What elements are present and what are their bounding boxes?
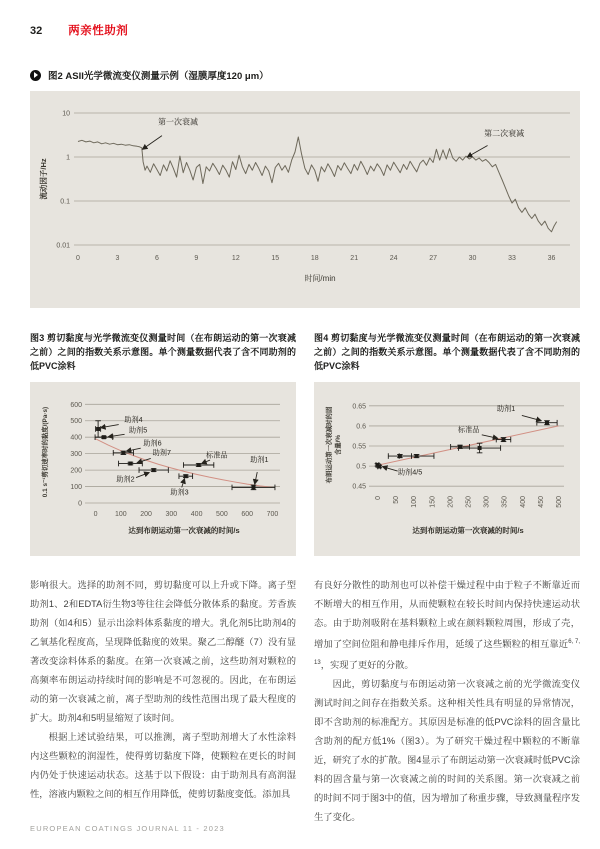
svg-text:200: 200 bbox=[70, 467, 82, 475]
svg-text:0.55: 0.55 bbox=[352, 443, 366, 451]
svg-text:21: 21 bbox=[350, 255, 359, 262]
svg-text:0: 0 bbox=[76, 255, 80, 262]
page-footer: EUROPEAN COATINGS JOURNAL 11 - 2023 bbox=[30, 824, 225, 833]
svg-text:27: 27 bbox=[429, 255, 438, 262]
data-point bbox=[96, 427, 100, 431]
flow-factor-series bbox=[78, 137, 557, 232]
data-point bbox=[415, 454, 419, 458]
chart-annotation: 标准品 bbox=[206, 450, 228, 460]
svg-text:500: 500 bbox=[70, 418, 82, 426]
page-header bbox=[30, 22, 570, 38]
fig2-line-chart bbox=[34, 99, 574, 299]
svg-text:达到布朗运动第一次衰减的时间/s: 达到布朗运动第一次衰减的时间/s bbox=[128, 525, 240, 535]
chart-annotation: 第一次衰减 bbox=[157, 117, 198, 127]
chart-annotation: 助剂1 bbox=[496, 403, 516, 413]
svg-text:33: 33 bbox=[508, 255, 516, 262]
svg-text:0: 0 bbox=[78, 500, 82, 508]
svg-text:600: 600 bbox=[241, 510, 254, 518]
body-column-right bbox=[314, 576, 580, 827]
data-point bbox=[377, 464, 381, 468]
data-point bbox=[128, 461, 132, 465]
chart-annotation: 标准品 bbox=[457, 424, 480, 434]
svg-text:0.1: 0.1 bbox=[60, 198, 70, 206]
svg-text:100: 100 bbox=[411, 495, 419, 508]
data-point bbox=[121, 451, 125, 455]
svg-text:0.45: 0.45 bbox=[352, 483, 366, 491]
svg-text:300: 300 bbox=[483, 495, 491, 508]
svg-text:400: 400 bbox=[519, 495, 527, 508]
svg-text:时间/min: 时间/min bbox=[304, 274, 336, 283]
chart-annotation: 助剂2 bbox=[116, 474, 135, 484]
svg-text:0: 0 bbox=[374, 495, 382, 500]
svg-text:0.6: 0.6 bbox=[356, 423, 366, 431]
svg-text:0.01: 0.01 bbox=[56, 242, 70, 250]
svg-text:3: 3 bbox=[115, 255, 120, 262]
fig4-caption: 图4 剪切黏度与光学微流变仪测量时间（在布朗运动的第一次衰减之前）之间的指数关系示意图。单个测量数据代表了含不同助剂的低PVC涂料 bbox=[314, 333, 580, 371]
svg-text:200: 200 bbox=[140, 510, 152, 518]
body-column-left bbox=[30, 576, 296, 827]
svg-text:100: 100 bbox=[114, 510, 127, 518]
chart-annotation: 助剂7 bbox=[152, 447, 171, 457]
svg-text:300: 300 bbox=[165, 510, 178, 518]
svg-text:36: 36 bbox=[547, 255, 556, 262]
fig2-chart-panel bbox=[30, 91, 580, 308]
svg-text:1: 1 bbox=[66, 154, 70, 162]
svg-text:6: 6 bbox=[154, 255, 159, 262]
svg-text:含量/%: 含量/% bbox=[335, 434, 342, 455]
svg-text:12: 12 bbox=[231, 255, 240, 262]
body-text bbox=[30, 576, 580, 827]
page-number: 32 bbox=[30, 25, 43, 37]
svg-text:15: 15 bbox=[271, 255, 280, 262]
chart-annotation: 助剂4/5 bbox=[397, 467, 423, 477]
svg-text:30: 30 bbox=[468, 255, 477, 262]
svg-text:0.1 s⁻¹剪切速率时的黏度/(Pa·s): 0.1 s⁻¹剪切速率时的黏度/(Pa·s) bbox=[42, 406, 49, 497]
chart-annotation: 助剂1 bbox=[250, 455, 269, 465]
data-point bbox=[102, 435, 106, 439]
chart-annotation: 助剂4 bbox=[124, 414, 143, 424]
figure-bullet-icon bbox=[30, 70, 41, 81]
svg-text:400: 400 bbox=[70, 434, 82, 442]
figure-captions-row bbox=[30, 332, 580, 374]
svg-text:0: 0 bbox=[93, 510, 98, 518]
data-point bbox=[184, 474, 188, 478]
section-title: 两亲性助剂 bbox=[68, 25, 129, 37]
svg-text:450: 450 bbox=[537, 495, 545, 508]
svg-text:流动因子/Hz: 流动因子/Hz bbox=[39, 158, 48, 200]
svg-text:600: 600 bbox=[70, 401, 82, 409]
data-point bbox=[545, 421, 549, 425]
svg-text:达到布朗运动第一次衰减的时间/s: 达到布朗运动第一次衰减的时间/s bbox=[412, 525, 524, 535]
data-point bbox=[502, 437, 506, 441]
svg-text:18: 18 bbox=[310, 255, 319, 262]
svg-text:500: 500 bbox=[556, 495, 564, 508]
svg-text:10: 10 bbox=[62, 110, 70, 118]
body-paragraph: 因此，剪切黏度与布朗运动第一次衰减之前的光学微流变仪测试时间之间存在指数关系。这种相关性具有明显的异常情况，即不含助剂的标准配方。其原因是标准的低PVC涂料的固含量比含助剂的配方低1%（图3）。为了研究干燥过程中颗粒的不断靠近，研究了水的扩散。图4显示了布朗运动第一次衰减时低PVC涂料的固含量与第一次衰减之前的时间的关系图。第一次衰减之前的时间不同于图3中的值，因为增加了称重步骤，导致测量程序发生了变化。 bbox=[314, 679, 581, 822]
body-text-span: ，实现了更好的分散。 bbox=[320, 660, 414, 670]
citation-superscript: 6, 7, 13 bbox=[314, 638, 580, 666]
fig4-chart-panel bbox=[314, 382, 580, 556]
chart-annotation: 第二次衰减 bbox=[484, 129, 525, 139]
body-paragraph: 根据上述试验结果，可以推测，离子型助剂增大了水性涂料内这些颗粒的润湿性，使得剪切黏度下降，使颗粒在更长的时间内仍处于快速运动状态。这基于以下假设：由于助剂具有高润湿性，溶液内颗粒之间的相互作用降低，使剪切黏度变低。添加具 bbox=[30, 731, 296, 799]
svg-text:350: 350 bbox=[501, 495, 509, 508]
svg-text:700: 700 bbox=[266, 510, 279, 518]
chart-annotation: 助剂6 bbox=[143, 438, 162, 448]
arrow-right-icon bbox=[34, 72, 38, 78]
data-point bbox=[197, 463, 201, 467]
body-paragraph bbox=[314, 576, 580, 675]
data-point bbox=[251, 485, 255, 489]
fig4-scatter-chart bbox=[322, 391, 572, 545]
svg-text:300: 300 bbox=[70, 450, 82, 458]
fig3-caption: 图3 剪切黏度与光学微流变仪测量时间（在布朗运动的第一次衰减之前）之间的指数关系示意图。单个测量数据代表了含不同助剂的低PVC涂料 bbox=[30, 333, 296, 371]
body-paragraph: 影响很大。选择的助剂不同，剪切黏度可以上升或下降。离子型助剂1、2和EDTA衍生物3等往往会降低分散体系的黏度。芳香族助剂（如4和5）显示出涂料体系黏度的增大。乳化剂5比助剂4的乙氧基化程度高，呈现降低黏度的效果。聚乙二醇醚（7）没有显著改变涂料体系的黏度。在第一次衰减之前，这些助剂对颗粒的高频率布朗运动持续时间的影响是不可忽视的。因此，在布朗运动的第一次衰减之前，离子型助剂的线性范围出现了最大程度的扩大。助剂4和5明显缩短了该时间。 bbox=[30, 579, 296, 723]
svg-text:50: 50 bbox=[393, 495, 401, 504]
svg-text:0.65: 0.65 bbox=[352, 403, 366, 411]
data-point bbox=[152, 468, 156, 472]
fig2-caption-text: 图2 ASII光学微流变仪测量示例（湿膜厚度120 μm） bbox=[48, 71, 269, 82]
svg-text:24: 24 bbox=[389, 255, 398, 262]
svg-text:200: 200 bbox=[447, 495, 455, 508]
scatter-charts-row bbox=[30, 382, 580, 556]
fig3-scatter-chart bbox=[38, 391, 288, 545]
fig3-chart-panel bbox=[30, 382, 296, 556]
svg-text:500: 500 bbox=[216, 510, 228, 518]
svg-text:400: 400 bbox=[190, 510, 203, 518]
fig2-caption bbox=[30, 68, 570, 82]
svg-text:布朗运动第一次衰减时的固: 布朗运动第一次衰减时的固 bbox=[326, 406, 333, 484]
svg-text:250: 250 bbox=[465, 495, 473, 508]
body-text-span: 有良好分散性的助剂也可以补偿干燥过程中由于粒子不断靠近而不断增大的相互作用，从而使颗粒在较长时间内保持快速运动状态。由于助剂吸附在基料颗粒上或在颜料颗粒周围，形成了壳，增加了空间位阻和静电排斥作用，延缓了这些颗粒的相互靠近 bbox=[314, 579, 580, 649]
data-point bbox=[478, 446, 482, 450]
svg-text:0.5: 0.5 bbox=[356, 463, 366, 471]
chart-annotation: 助剂3 bbox=[170, 487, 189, 497]
svg-text:150: 150 bbox=[429, 495, 437, 508]
chart-annotation: 助剂5 bbox=[128, 425, 148, 435]
svg-text:9: 9 bbox=[194, 255, 199, 262]
svg-text:100: 100 bbox=[70, 483, 82, 491]
